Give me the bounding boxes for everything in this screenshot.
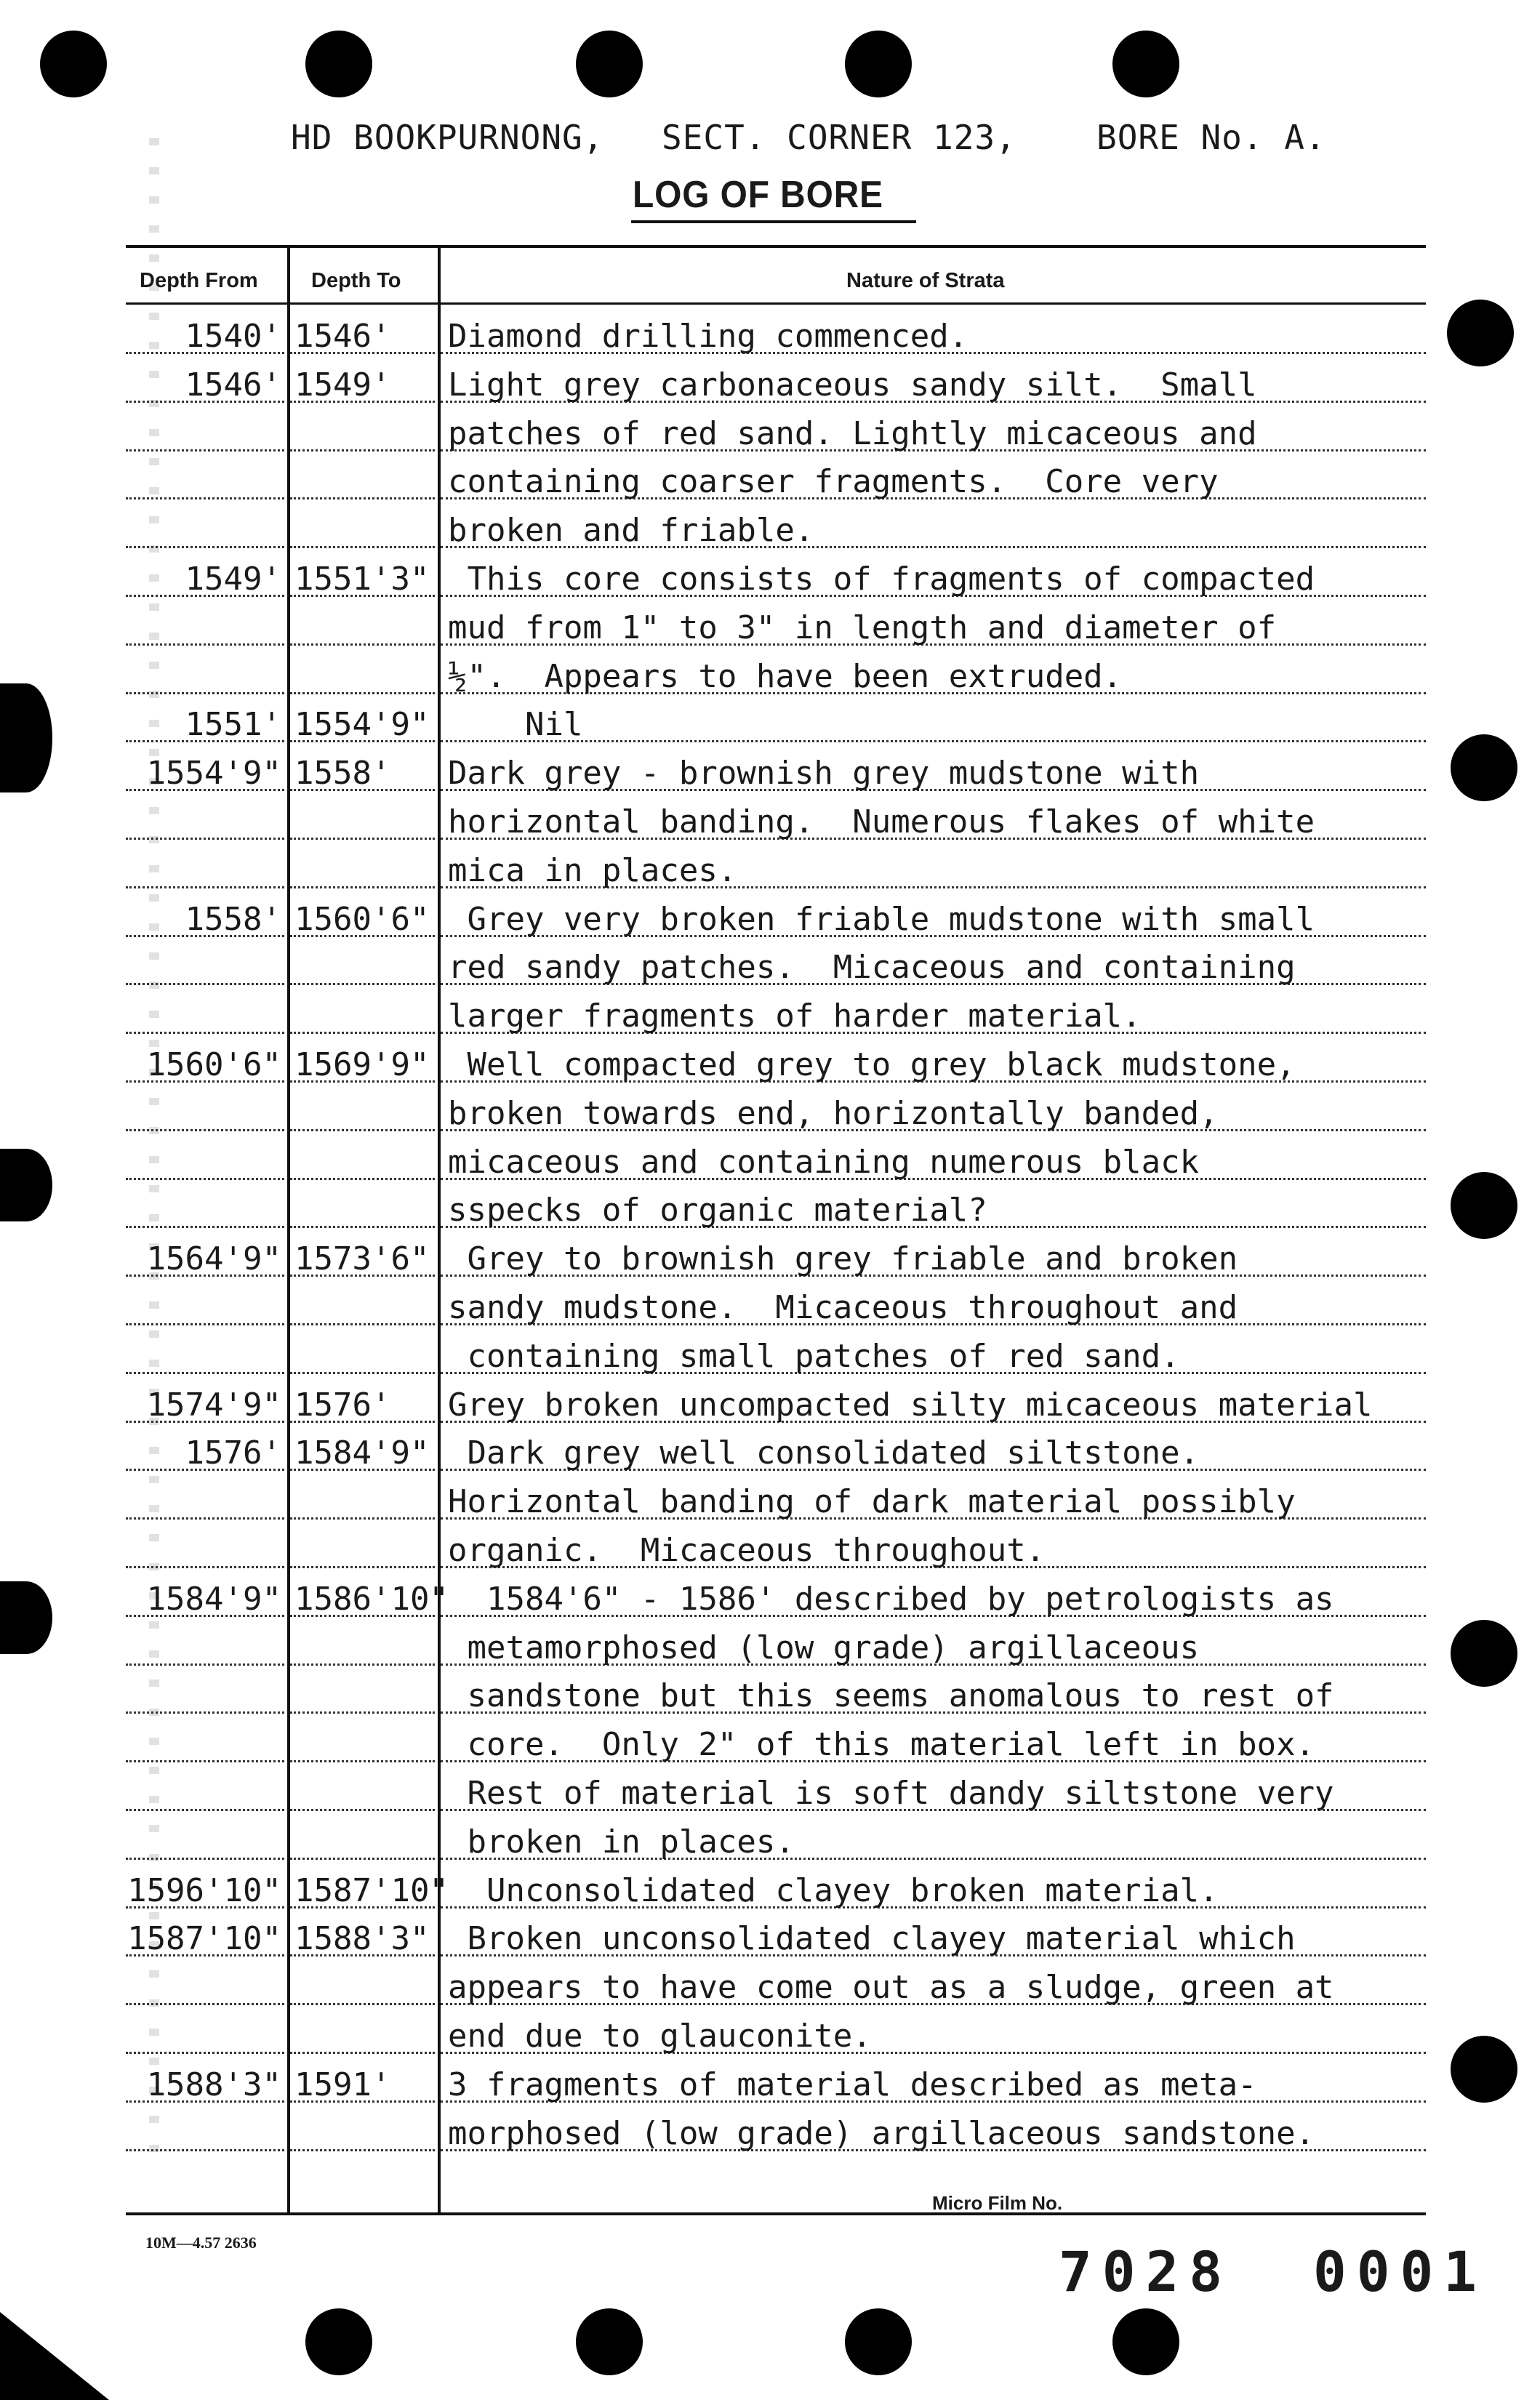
depth-from-cell: 1564'9" [146,1240,281,1278]
table-row [126,1185,1426,1234]
depth-to-cell: 1591' [294,2066,391,2103]
dotted-rule [290,1372,435,1374]
dotted-rule [290,886,435,888]
strata-description-cell: ½". Appears to have been extruded. [448,657,1123,695]
table-row [126,2060,1426,2108]
depth-to-cell: 1569'9" [294,1046,430,1083]
punch-hole-edge [0,1149,52,1221]
table-row [126,991,1426,1040]
depth-to-cell: 1584'9" [294,1434,430,1472]
film-number-part-1: 7028 [1059,2239,1233,2304]
punch-hole [845,2308,912,2375]
depth-from-cell: 1576' [185,1434,281,1472]
dotted-rule [126,1372,284,1374]
dotted-rule [126,1711,284,1714]
dotted-rule [126,1517,284,1520]
punch-hole [1447,300,1514,366]
depth-to-cell: 1554'9" [294,706,430,744]
dotted-rule [290,1711,435,1714]
table-row [126,505,1426,554]
dotted-rule [290,643,435,646]
table-bottom-border [126,2212,1426,2215]
depth-to-cell: 1546' [294,318,391,355]
dotted-rule [290,546,435,548]
table-row [126,1525,1426,1574]
strata-description-cell: Rest of material is soft dandy siltstone very [448,1775,1334,1812]
strata-description-cell: broken in places. [448,1823,795,1861]
depth-from-cell: 1574'9" [146,1386,281,1424]
dotted-rule [290,983,435,985]
dotted-rule [290,1517,435,1520]
table-row [126,1428,1426,1477]
depth-to-cell: 1587'10" [294,1871,449,1909]
dotted-rule [290,838,435,840]
table-row [126,1477,1426,1525]
dotted-rule [290,1032,435,1034]
depth-to-cell: 1588'3" [294,1920,430,1958]
table-top-border [126,245,1426,248]
table-row [126,1719,1426,1768]
form-number: 10M—4.57 2636 [145,2234,257,2252]
strata-description-cell: Broken unconsolidated clayey material which [448,1920,1296,1958]
depth-from-cell: 1551' [185,706,281,744]
strata-description-cell: Grey very broken friable mudstone with small [448,900,1315,938]
depth-from-cell: 1588'3" [146,2066,281,2103]
dotted-rule [126,1760,284,1762]
dotted-rule [126,1858,284,1860]
punch-hole [1451,1620,1517,1687]
strata-description-cell: Well compacted grey to grey black mudstone, [448,1046,1296,1083]
table-row [126,651,1426,700]
table-row [126,457,1426,505]
strata-description-cell: metamorphosed (low grade) argillaceous [448,1629,1200,1666]
strata-description-cell: sandy mudstone. Micaceous throughout and [448,1289,1238,1326]
strata-description-cell: horizontal banding. Numerous flakes of white [448,803,1315,840]
strata-description-cell: sandstone but this seems anomalous to rest of [448,1677,1334,1715]
strata-description-cell: Unconsolidated clayey broken material. [448,1871,1219,1909]
table-row [126,1914,1426,1962]
dotted-rule [290,1566,435,1568]
header-bore: BORE No. A. [1096,118,1326,157]
dotted-rule [126,449,284,451]
table-row [126,1331,1426,1380]
strata-description-cell: core. Only 2" of this material left in box. [448,1726,1315,1764]
dotted-rule [126,546,284,548]
header-location: HD BOOKPURNONG, [291,118,604,157]
table-row [126,360,1426,409]
table-header-divider [126,302,1426,305]
strata-description-cell: Grey to brownish grey friable and broken [448,1240,1238,1278]
punch-hole-edge [0,683,52,792]
dotted-rule [126,1566,284,1568]
dotted-rule [290,1760,435,1762]
depth-to-cell: 1573'6" [294,1240,430,1278]
dotted-rule [290,1323,435,1325]
dotted-rule [290,449,435,451]
dotted-rule [290,1663,435,1666]
dotted-rule [126,1809,284,1811]
dotted-rule [126,1178,284,1180]
dotted-rule [126,886,284,888]
strata-description-cell: sspecks of organic material? [448,1192,987,1229]
dotted-rule [126,2149,284,2151]
table-row [126,1283,1426,1331]
table-row [126,894,1426,943]
punch-hole [305,31,372,97]
dotted-rule [290,497,435,499]
punch-hole [1451,1172,1517,1239]
dotted-rule [126,1226,284,1228]
strata-description-cell: appears to have come out as a sludge, green at [448,1969,1334,2007]
page-title: LOG OF BORE [633,174,883,216]
punch-hole [1112,31,1179,97]
dotted-rule [290,1129,435,1131]
table-row [126,1623,1426,1671]
dotted-rule [126,692,284,694]
table-row [126,554,1426,603]
table-row [126,699,1426,748]
dotted-rule [290,1178,435,1180]
strata-description-cell: micaceous and containing numerous black [448,1143,1200,1181]
depth-from-cell: 1546' [185,366,281,404]
table-row [126,797,1426,846]
strata-description-cell: Dark grey - brownish grey mudstone with [448,755,1200,792]
column-header-nature: Nature of Strata [846,269,1005,292]
table-row [126,311,1426,360]
title-underline [631,220,916,223]
punch-hole [845,31,912,97]
strata-description-cell: morphosed (low grade) argillaceous sandstone. [448,2114,1315,2152]
header-section: SECT. CORNER 123, [662,118,1016,157]
strata-description-cell: containing coarser fragments. Core very [448,463,1219,501]
punch-hole [40,31,107,97]
dotted-rule [126,983,284,985]
depth-from-cell: 1554'9" [146,755,281,792]
dotted-rule [290,692,435,694]
strata-description-cell: broken towards end, horizontally banded, [448,1094,1219,1132]
table-row [126,1866,1426,1914]
dotted-rule [126,1032,284,1034]
strata-description-cell: This core consists of fragments of compacted [448,561,1315,598]
depth-to-cell: 1576' [294,1386,391,1424]
scan-corner-mark [0,2312,109,2400]
micro-film-label: Micro Film No. [932,2192,1063,2214]
depth-from-cell: 1587'10" [127,1920,281,1958]
strata-description-cell: Dark grey well consolidated siltstone. [448,1434,1200,1472]
dotted-rule [126,2052,284,2054]
dotted-rule [441,740,1426,742]
strata-description-cell: Nil [448,706,583,744]
strata-description-cell: broken and friable. [448,512,814,550]
table-row [126,2011,1426,2060]
table-row [126,409,1426,457]
table-row [126,1137,1426,1186]
dotted-rule [126,2003,284,2005]
table-row [126,1574,1426,1623]
table-row [126,1671,1426,1719]
strata-description-cell: Diamond drilling commenced. [448,318,968,355]
depth-to-cell: 1586'10" [294,1580,449,1618]
punch-hole [1451,734,1517,801]
strata-description-cell: 1584'6" - 1586' described by petrologists as [448,1580,1334,1618]
table-row [126,942,1426,991]
strata-description-cell: mud from 1" to 3" in length and diameter of [448,609,1277,646]
strata-description-cell: patches of red sand. Lightly micaceous and [448,414,1257,452]
dotted-rule [126,1129,284,1131]
punch-hole-edge [0,1581,52,1654]
punch-hole [576,2308,643,2375]
depth-from-cell: 1584'9" [146,1580,281,1618]
strata-description-cell: 3 fragments of material described as meta- [448,2066,1257,2103]
dotted-rule [290,1858,435,1860]
depth-from-cell: 1558' [185,900,281,938]
table-row [126,748,1426,797]
punch-hole [1112,2308,1179,2375]
dotted-rule [290,1809,435,1811]
dotted-rule [290,2149,435,2151]
table-row [126,1088,1426,1137]
strata-description-cell: Grey broken uncompacted silty micaceous material [448,1386,1373,1424]
column-header-depth-from: Depth From [140,269,258,292]
dotted-rule [126,1323,284,1325]
dotted-rule [290,1226,435,1228]
strata-description-cell: end due to glauconite. [448,2018,872,2055]
depth-from-cell: 1596'10" [127,1871,281,1909]
strata-description-cell: organic. Micaceous throughout. [448,1532,1046,1569]
depth-to-cell: 1558' [294,755,391,792]
table-row [126,1817,1426,1866]
table-row [126,1234,1426,1283]
dotted-rule [290,2003,435,2005]
punch-hole [305,2308,372,2375]
strata-description-cell: mica in places. [448,851,737,889]
depth-to-cell: 1560'6" [294,900,430,938]
column-header-depth-to: Depth To [311,269,401,292]
strata-description-cell: larger fragments of harder material. [448,998,1142,1035]
depth-to-cell: 1549' [294,366,391,404]
punch-hole [576,31,643,97]
dotted-rule [126,1663,284,1666]
table-row [126,1380,1426,1429]
table-row [126,603,1426,651]
table-row [126,2108,1426,2157]
depth-from-cell: 1540' [185,318,281,355]
strata-description-cell: containing small patches of red sand. [448,1337,1180,1375]
dotted-rule [126,643,284,646]
depth-from-cell: 1549' [185,561,281,598]
strata-description-cell: Horizontal banding of dark material possibly [448,1483,1296,1521]
table-row [126,1962,1426,2011]
punch-hole [1451,2036,1517,2103]
depth-from-cell: 1560'6" [146,1046,281,1083]
strata-description-cell: red sandy patches. Micaceous and containing [448,949,1296,987]
dotted-rule [126,497,284,499]
dotted-rule [126,838,284,840]
depth-to-cell: 1551'3" [294,561,430,598]
film-number-part-2: 0001 [1313,2239,1488,2304]
table-row [126,1040,1426,1088]
strata-description-cell: Light grey carbonaceous sandy silt. Small [448,366,1257,404]
table-row [126,846,1426,894]
table-row [126,1768,1426,1817]
dotted-rule [290,2052,435,2054]
